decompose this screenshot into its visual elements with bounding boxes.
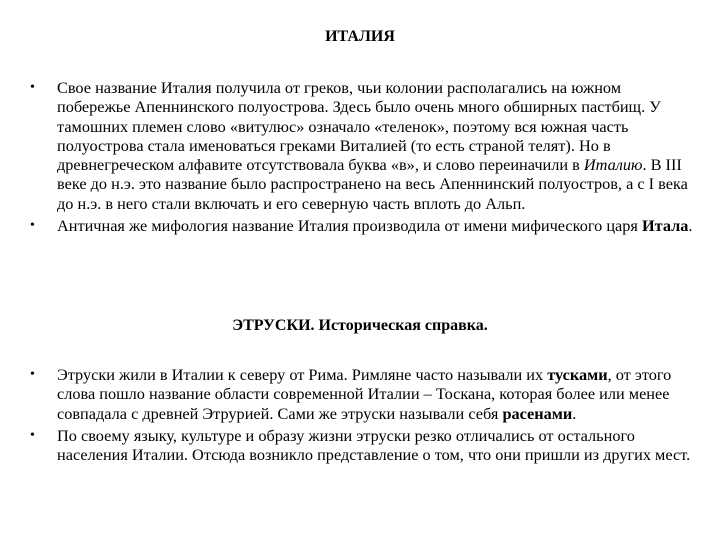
etruscans-bullet-list bbox=[0, 365, 720, 464]
italy-bullet-list bbox=[0, 78, 720, 235]
list-item bbox=[0, 426, 720, 465]
paragraph-text: Этруски жили в Италии к северу от Рима. Римляне часто называли их bbox=[57, 365, 548, 384]
list-item bbox=[0, 78, 720, 213]
italic-term: Италию bbox=[583, 155, 643, 175]
paragraph-text: . В III веке до н.э. это название было распространено на весь Апеннинский полуостров, а с I века до н.э. в него стали включать и его северную часть вплоть до Альп. bbox=[57, 155, 688, 213]
section-heading: ЭТРУСКИ. Историческая справка. bbox=[232, 317, 488, 334]
paragraph-text: , от этого слова пошло название области современной Италии – Тоскана, которая более или менее совпадала с древней Этрурией. Сами же этруски называли себя bbox=[57, 365, 672, 423]
paragraph-text: По своему языку, культуре и образу жизни этруски резко отличались от остального населения Италии. Отсюда возникло представление о том, что они пришли из других мест. bbox=[57, 425, 691, 465]
page-title: ИТАЛИЯ bbox=[325, 28, 395, 45]
paragraph-text: Античная же мифология название Италия производила от имени мифического царя bbox=[57, 216, 642, 236]
bullet-marker: • bbox=[30, 80, 35, 95]
list-item bbox=[0, 365, 720, 423]
paragraph-text: . bbox=[688, 216, 693, 236]
bullet-marker: • bbox=[30, 427, 35, 443]
bullet-marker: • bbox=[30, 367, 35, 382]
paragraph-text: . bbox=[572, 403, 577, 423]
bold-term: расенами bbox=[502, 403, 573, 423]
bold-term: Итала bbox=[641, 216, 689, 236]
bold-term: тусками bbox=[547, 365, 608, 384]
paragraph-text: Свое название Италия получила от греков, чьи колонии располагались на южном побережье Апеннинского полуострова. Здесь было очень много обширных пастбищ. У тамошних племен слово «витулюс» означало «теленок», поэтому вся южная часть полуострова стала именоваться греками Виталией (то есть страной телят). Но в древнегреческом алфавите отсутствовала буква «в», и слово переиначили в bbox=[57, 78, 661, 175]
bullet-marker: • bbox=[30, 218, 35, 234]
list-item bbox=[0, 216, 720, 235]
